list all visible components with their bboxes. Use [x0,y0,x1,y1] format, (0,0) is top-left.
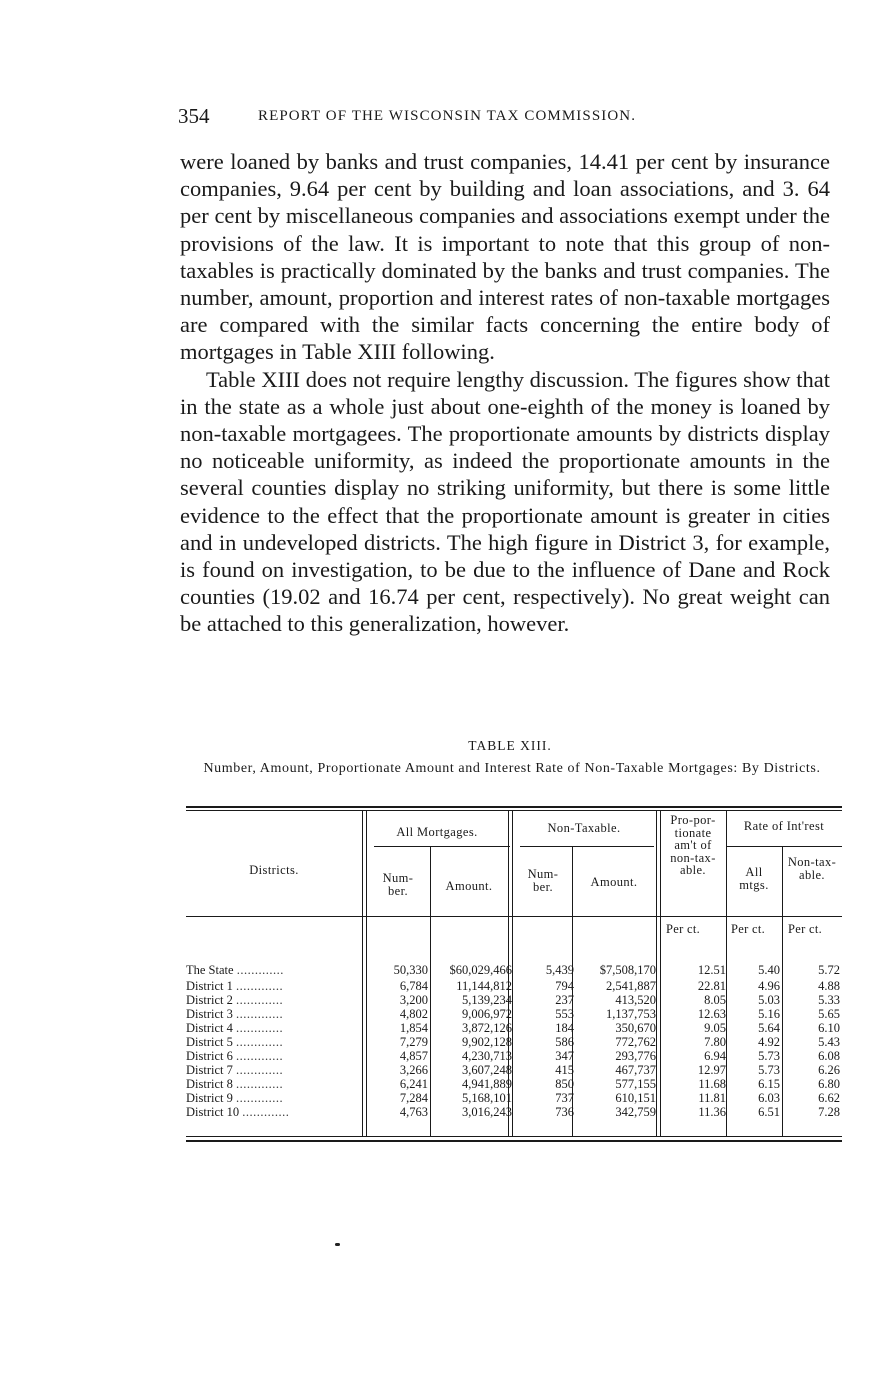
number-cell: 4,802 [399,1007,428,1021]
amount-cell: 293,776 [615,1049,656,1063]
district-cell: District 3 ............. [186,1007,284,1021]
number-cell: 850 [555,1077,574,1091]
amount-cell: 5,139,234 [462,993,512,1007]
number-cell: 237 [555,993,574,1007]
number-cell: 7,284 [399,1091,428,1105]
header-non-taxable: Non-Taxable. [547,821,621,835]
table-bottom-rule [186,1140,842,1142]
rate-cell: 7.28 [818,1105,840,1119]
amount-cell: 413,520 [615,993,656,1007]
table-row [186,1021,842,1035]
amount-cell: 1,137,753 [606,1007,656,1021]
proportion-cell: 6.94 [704,1049,726,1063]
proportion-cell: 11.81 [698,1091,726,1105]
paragraph: were loaned by banks and trust companies, 14.41 per cent by insurance companies, 9.64 per cent by building and loan associations, and 3. 64 per cent by miscellaneous companies and associations exempt under the provisions of the law. It is important to note that this group of non-taxables is practically dominated by the banks and trust companies. The number, amount, proportion and interest rates of non-taxable mortgages are compared with the similar facts concerning the entire body of mortgages in Table XIII following. [180,149,830,365]
number-cell: 1,854 [399,1021,428,1035]
statistics-table [186,806,842,1144]
header-amount-all: Amount. [445,879,493,893]
number-cell: 415 [555,1063,574,1077]
amount-cell: 350,670 [615,1021,656,1035]
table-row [186,979,842,993]
number-cell: 736 [555,1105,574,1119]
number-cell: 3,266 [399,1063,428,1077]
table-top-rule [186,806,842,808]
rate-cell: 5.72 [818,963,840,977]
table-body [186,962,842,1119]
page-number: 354 [178,104,210,128]
proportion-cell: 12.63 [697,1007,726,1021]
table-row [186,1049,842,1063]
rate-cell: 5.65 [818,1007,840,1021]
proportion-cell: 7.80 [704,1035,726,1049]
proportion-cell: 22.81 [697,979,726,993]
number-cell: 3,200 [399,993,428,1007]
rate-cell: 4.96 [758,979,780,993]
rate-cell: 4.88 [818,979,840,993]
running-head-title: REPORT OF THE WISCONSIN TAX COMMISSION. [258,108,637,124]
rate-cell: 5.64 [758,1021,780,1035]
district-cell: District 10 ............. [186,1105,290,1119]
table-row [186,1077,842,1091]
rate-cell: 5.73 [758,1063,780,1077]
amount-cell: 9,902,128 [462,1035,512,1049]
table-row [186,993,842,1007]
table-row [186,1063,842,1077]
amount-cell: 610,151 [615,1091,656,1105]
rate-cell: 5.73 [758,1049,780,1063]
rate-cell: 6.03 [758,1091,780,1105]
rate-cell: 6.62 [818,1091,840,1105]
rate-cell: 5.03 [758,993,780,1007]
amount-cell: 3,607,248 [462,1063,512,1077]
district-cell: District 6 ............. [186,1049,284,1063]
rate-cell: 5.33 [818,993,840,1007]
number-cell: 4,857 [399,1049,428,1063]
number-cell: 50,330 [393,963,428,977]
running-head [178,104,818,130]
rate-cell: 6.26 [818,1063,840,1077]
district-cell: District 4 ............. [186,1021,284,1035]
proportion-cell: 12.97 [697,1063,726,1077]
header-bottom-rule [186,916,842,917]
number-cell: 737 [555,1091,574,1105]
amount-cell: 342,759 [615,1105,656,1119]
header-all-mortgages: All Mortgages. [396,825,478,839]
amount-cell: 2,541,887 [606,979,656,993]
header-number-non-taxable: Num-ber. [527,867,559,894]
paragraph: Table XIII does not require lengthy discussion. The figures show that in the state as a whole just about one-eighth of the money is loaned by non-taxable mortgagees. The proportionate amounts by districts display no noticeable uniformity, as indeed the proportionate amounts in the several counties display no striking uniformity, but there is some little evidence to the effect that the proportionate amount is greater in cities and in undeveloped districts. The high figure in District 3, for example, is found on investigation, to be due to the influence of Dane and Rock counties (19.02 and 16.74 per cent, respectively). No great weight can be attached to this generalization, however. [180,366,830,637]
rate-cell: 4.92 [758,1035,780,1049]
header-districts: Districts. [249,863,299,877]
number-cell: 7,279 [399,1035,428,1049]
unit-label: Per ct. [731,922,766,936]
group-header-rule [520,846,654,847]
amount-cell: 577,155 [615,1077,656,1091]
district-cell: District 8 ............. [186,1077,284,1091]
rate-cell: 6.51 [758,1105,780,1119]
header-rate-non-taxable: Non-tax-able. [787,855,837,882]
proportion-cell: 11.36 [698,1105,726,1119]
number-cell: 184 [555,1021,574,1035]
table-label: TABLE XIII. [468,738,552,753]
number-cell: 794 [555,979,574,993]
amount-cell: 467,737 [615,1063,656,1077]
header-number-all: Num-ber. [382,871,414,898]
amount-cell: 9,006,972 [462,1007,512,1021]
unit-label: Per ct. [788,922,823,936]
table-row [186,962,842,979]
number-cell: 347 [555,1049,574,1063]
rate-cell: 6.15 [758,1077,780,1091]
table-row [186,1105,842,1119]
district-cell: District 5 ............. [186,1035,284,1049]
rate-cell: 5.43 [818,1035,840,1049]
ink-speck [335,1243,340,1246]
group-header-rule [374,846,510,847]
amount-cell: 3,016,243 [462,1105,512,1119]
table-top-rule [186,810,842,811]
amount-cell: 5,168,101 [462,1091,512,1105]
proportion-cell: 12.51 [697,963,726,977]
header-rate-of-interest: Rate of Int'rest [743,819,825,833]
unit-label: Per ct. [666,922,701,936]
district-cell: The State ............. [186,963,284,977]
number-cell: 4,763 [399,1105,428,1119]
rate-cell: 5.16 [758,1007,780,1021]
amount-cell: 4,230,713 [462,1049,512,1063]
proportion-cell: 11.68 [698,1077,726,1091]
district-cell: District 2 ............. [186,993,284,1007]
number-cell: 5,439 [545,963,574,977]
district-cell: District 7 ............. [186,1063,284,1077]
proportion-cell: 9.05 [704,1021,726,1035]
proportion-cell: 8.05 [704,993,726,1007]
number-cell: 553 [555,1007,574,1021]
amount-cell: 4,941,889 [462,1077,512,1091]
rate-cell: 5.40 [758,963,780,977]
number-cell: 6,241 [399,1077,428,1091]
header-rate-all-mortgages: All mtgs. [739,865,769,892]
number-cell: 6,784 [399,979,428,993]
header-amount-non-taxable: Amount. [590,875,638,889]
table-caption: Number, Amount, Proportionate Amount and Interest Rate of Non-Taxable Mortgages: By Districts. [203,761,821,776]
amount-cell: $7,508,170 [599,963,656,977]
number-cell: 586 [555,1035,574,1049]
rate-cell: 6.80 [818,1077,840,1091]
rate-cell: 6.10 [818,1021,840,1035]
table-bottom-rule [186,1136,842,1137]
district-cell: District 9 ............. [186,1091,284,1105]
amount-cell: 772,762 [615,1035,656,1049]
district-cell: District 1 ............. [186,979,284,993]
rate-cell: 6.08 [818,1049,840,1063]
table-row [186,1007,842,1021]
table-row [186,1035,842,1049]
body-text [180,148,830,638]
header-proportionate: Pro-por-tionate am't of non-tax-able. [670,813,716,877]
amount-cell: 3,872,126 [462,1021,512,1035]
group-header-rule [726,846,842,847]
amount-cell: $60,029,466 [449,963,512,977]
amount-cell: 11,144,812 [456,979,512,993]
table-row [186,1091,842,1105]
